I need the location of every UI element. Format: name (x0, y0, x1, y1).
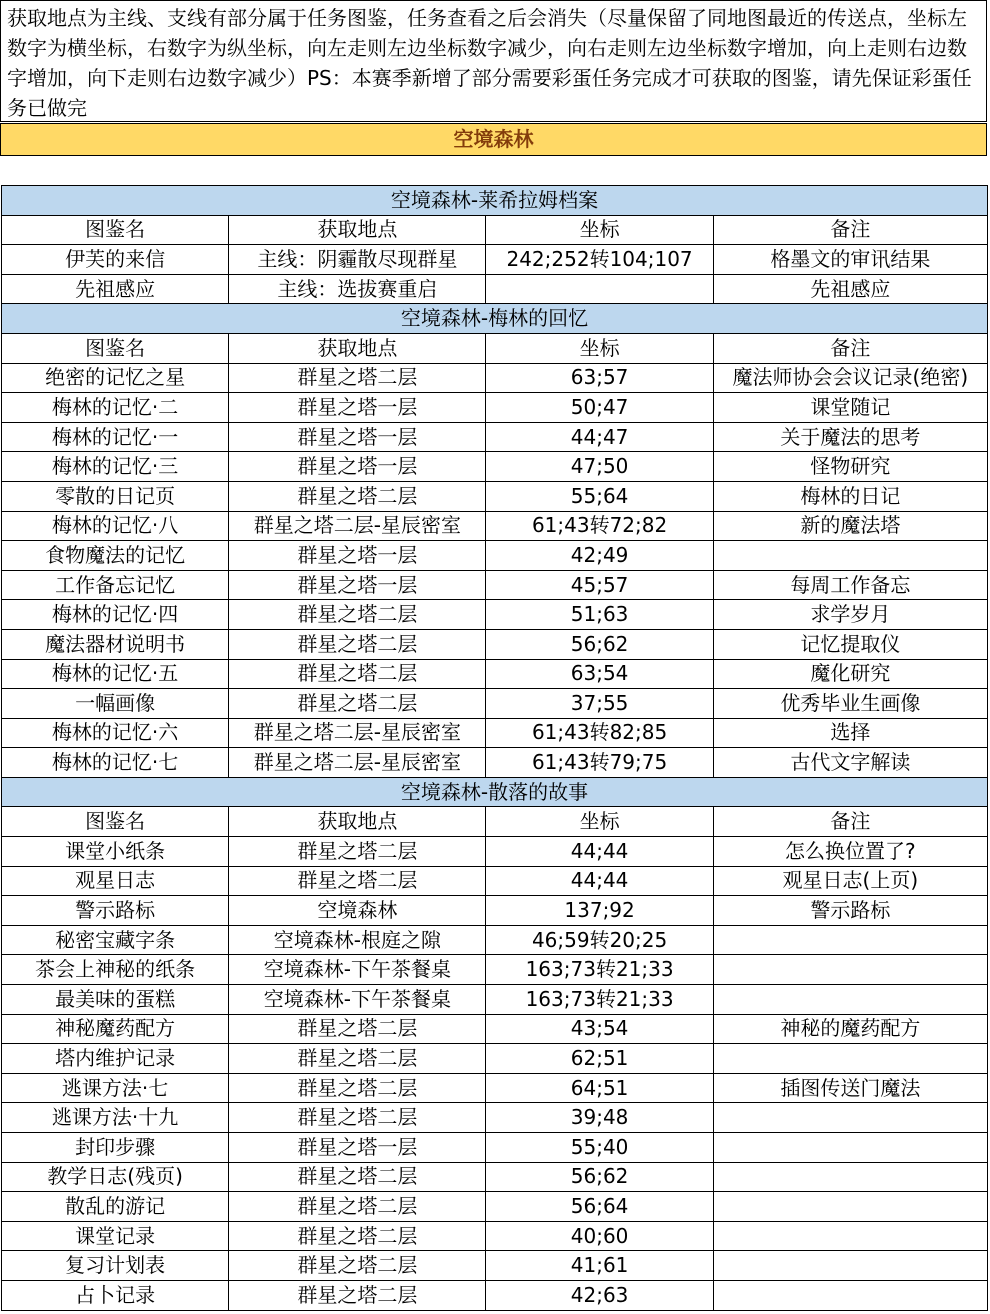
column-header: 备注 (713, 807, 987, 837)
location-cell: 群星之塔二层-星辰密室 (229, 718, 486, 748)
table-row (2, 481, 988, 511)
coordinate-cell: 41;61 (486, 1251, 713, 1281)
coordinate-cell: 42;63 (486, 1280, 713, 1310)
remark-cell (713, 1280, 987, 1310)
table-row (2, 1162, 988, 1192)
column-header: 获取地点 (229, 333, 486, 363)
column-header: 备注 (713, 333, 987, 363)
codex-name-cell: 封印步骤 (2, 1133, 229, 1163)
coordinate-cell: 47;50 (486, 452, 713, 482)
location-cell: 群星之塔一层 (229, 541, 486, 571)
coordinate-cell: 44;47 (486, 422, 713, 452)
location-cell: 群星之塔二层 (229, 1162, 486, 1192)
intro-note: 获取地点为主线、支线有部分属于任务图鉴，任务查看之后会消失（尽量保留了同地图最近的传送点，坐标左数字为横坐标，右数字为纵坐标，向左走则左边坐标数字减少，向右走则左边坐标数字增加，向上走则右边数字增加，向下走则右边数字减少）PS：本赛季新增了部分需要彩蛋任务完成才可获取的图鉴，请先保证彩蛋任务已做完 (0, 0, 987, 122)
coordinate-cell: 50;47 (486, 393, 713, 423)
section-title: 空境森林-莱希拉姆档案 (2, 186, 988, 216)
table-row (2, 718, 988, 748)
remark-cell (713, 1192, 987, 1222)
table-row (2, 600, 988, 630)
codex-name-cell: 茶会上神秘的纸条 (2, 955, 229, 985)
coordinate-cell: 44;44 (486, 866, 713, 896)
codex-table-body (2, 186, 988, 1311)
header-row (2, 215, 988, 245)
table-row (2, 1044, 988, 1074)
table-row (2, 1221, 988, 1251)
table-row (2, 866, 988, 896)
remark-cell: 插图传送门魔法 (713, 1073, 987, 1103)
codex-name-cell: 食物魔法的记忆 (2, 541, 229, 571)
column-header: 备注 (713, 215, 987, 245)
table-row (2, 955, 988, 985)
location-cell: 群星之塔二层 (229, 689, 486, 719)
codex-name-cell: 魔法器材说明书 (2, 629, 229, 659)
table-row (2, 422, 988, 452)
location-cell: 群星之塔一层 (229, 570, 486, 600)
codex-name-cell: 最美味的蛋糕 (2, 985, 229, 1015)
section-row (2, 186, 988, 216)
remark-cell: 梅林的日记 (713, 481, 987, 511)
codex-name-cell: 课堂记录 (2, 1221, 229, 1251)
location-cell: 群星之塔二层-星辰密室 (229, 748, 486, 778)
column-header: 坐标 (486, 807, 713, 837)
codex-table (1, 185, 988, 1311)
location-cell: 群星之塔二层 (229, 600, 486, 630)
location-cell: 群星之塔一层 (229, 452, 486, 482)
section-row (2, 777, 988, 807)
codex-name-cell: 课堂小纸条 (2, 837, 229, 867)
location-cell: 空境森林-下午茶餐桌 (229, 955, 486, 985)
location-cell: 群星之塔二层 (229, 1044, 486, 1074)
remark-cell: 记忆提取仪 (713, 629, 987, 659)
location-cell: 空境森林 (229, 896, 486, 926)
coordinate-cell: 61;43转79;75 (486, 748, 713, 778)
remark-cell (713, 1044, 987, 1074)
location-cell: 群星之塔二层 (229, 1014, 486, 1044)
region-title: 空境森林 (0, 123, 987, 156)
table-row (2, 1073, 988, 1103)
remark-cell (713, 1251, 987, 1281)
table-row (2, 274, 988, 304)
table-row (2, 1014, 988, 1044)
remark-cell: 优秀毕业生画像 (713, 689, 987, 719)
codex-name-cell: 梅林的记忆·八 (2, 511, 229, 541)
coordinate-cell: 163;73转21;33 (486, 955, 713, 985)
location-cell: 空境森林-根庭之隙 (229, 925, 486, 955)
location-cell: 群星之塔二层 (229, 1103, 486, 1133)
remark-cell (713, 955, 987, 985)
table-row (2, 1133, 988, 1163)
codex-name-cell: 秘密宝藏字条 (2, 925, 229, 955)
codex-name-cell: 逃课方法·七 (2, 1073, 229, 1103)
coordinate-cell: 56;62 (486, 1162, 713, 1192)
coordinate-cell: 56;64 (486, 1192, 713, 1222)
codex-name-cell: 工作备忘记忆 (2, 570, 229, 600)
location-cell: 群星之塔二层 (229, 481, 486, 511)
header-row (2, 333, 988, 363)
remark-cell: 怪物研究 (713, 452, 987, 482)
codex-name-cell: 梅林的记忆·七 (2, 748, 229, 778)
coordinate-cell: 137;92 (486, 896, 713, 926)
codex-name-cell: 占卜记录 (2, 1280, 229, 1310)
column-header: 获取地点 (229, 807, 486, 837)
table-row (2, 1192, 988, 1222)
remark-cell: 每周工作备忘 (713, 570, 987, 600)
remark-cell (713, 925, 987, 955)
coordinate-cell: 51;63 (486, 600, 713, 630)
location-cell: 群星之塔二层 (229, 1251, 486, 1281)
remark-cell: 古代文字解读 (713, 748, 987, 778)
codex-name-cell: 教学日志(残页) (2, 1162, 229, 1192)
column-header: 图鉴名 (2, 807, 229, 837)
column-header: 图鉴名 (2, 333, 229, 363)
table-row (2, 570, 988, 600)
column-header: 获取地点 (229, 215, 486, 245)
location-cell: 主线：阴霾散尽现群星 (229, 245, 486, 275)
column-header: 坐标 (486, 333, 713, 363)
codex-name-cell: 逃课方法·十九 (2, 1103, 229, 1133)
table-row (2, 541, 988, 571)
remark-cell (713, 541, 987, 571)
table-row (2, 393, 988, 423)
table-row (2, 363, 988, 393)
table-row (2, 689, 988, 719)
column-header: 图鉴名 (2, 215, 229, 245)
location-cell: 群星之塔二层-星辰密室 (229, 511, 486, 541)
codex-name-cell: 零散的日记页 (2, 481, 229, 511)
table-row (2, 1280, 988, 1310)
table-row (2, 896, 988, 926)
codex-name-cell: 神秘魔药配方 (2, 1014, 229, 1044)
coordinate-cell: 61;43转72;82 (486, 511, 713, 541)
coordinate-cell: 163;73转21;33 (486, 985, 713, 1015)
remark-cell (713, 1221, 987, 1251)
location-cell: 空境森林-下午茶餐桌 (229, 985, 486, 1015)
remark-cell: 求学岁月 (713, 600, 987, 630)
table-row (2, 985, 988, 1015)
coordinate-cell: 64;51 (486, 1073, 713, 1103)
codex-name-cell: 梅林的记忆·三 (2, 452, 229, 482)
coordinate-cell: 44;44 (486, 837, 713, 867)
remark-cell: 魔法师协会会议记录(绝密) (713, 363, 987, 393)
codex-name-cell: 梅林的记忆·五 (2, 659, 229, 689)
codex-name-cell: 散乱的游记 (2, 1192, 229, 1222)
location-cell: 群星之塔一层 (229, 1133, 486, 1163)
table-row (2, 245, 988, 275)
location-cell: 群星之塔二层 (229, 1073, 486, 1103)
remark-cell: 魔化研究 (713, 659, 987, 689)
remark-cell: 怎么换位置了? (713, 837, 987, 867)
remark-cell: 选择 (713, 718, 987, 748)
column-header: 坐标 (486, 215, 713, 245)
table-row (2, 1251, 988, 1281)
codex-name-cell: 塔内维护记录 (2, 1044, 229, 1074)
location-cell: 主线：选拔赛重启 (229, 274, 486, 304)
location-cell: 群星之塔二层 (229, 866, 486, 896)
codex-name-cell: 梅林的记忆·四 (2, 600, 229, 630)
location-cell: 群星之塔二层 (229, 629, 486, 659)
table-row (2, 659, 988, 689)
location-cell: 群星之塔二层 (229, 837, 486, 867)
remark-cell: 新的魔法塔 (713, 511, 987, 541)
location-cell: 群星之塔二层 (229, 1192, 486, 1222)
codex-name-cell: 梅林的记忆·六 (2, 718, 229, 748)
coordinate-cell: 63;57 (486, 363, 713, 393)
remark-cell (713, 1162, 987, 1192)
codex-name-cell: 绝密的记忆之星 (2, 363, 229, 393)
header-row (2, 807, 988, 837)
remark-cell (713, 1103, 987, 1133)
coordinate-cell: 39;48 (486, 1103, 713, 1133)
table-row (2, 837, 988, 867)
section-row (2, 304, 988, 334)
remark-cell (713, 985, 987, 1015)
location-cell: 群星之塔二层 (229, 659, 486, 689)
coordinate-cell: 42;49 (486, 541, 713, 571)
coordinate-cell: 62;51 (486, 1044, 713, 1074)
coordinate-cell: 242;252转104;107 (486, 245, 713, 275)
coordinate-cell: 55;64 (486, 481, 713, 511)
coordinate-cell (486, 274, 713, 304)
remark-cell: 先祖感应 (713, 274, 987, 304)
codex-name-cell: 伊芙的来信 (2, 245, 229, 275)
codex-name-cell: 梅林的记忆·二 (2, 393, 229, 423)
remark-cell: 关于魔法的思考 (713, 422, 987, 452)
codex-name-cell: 警示路标 (2, 896, 229, 926)
coordinate-cell: 40;60 (486, 1221, 713, 1251)
remark-cell: 神秘的魔药配方 (713, 1014, 987, 1044)
codex-name-cell: 先祖感应 (2, 274, 229, 304)
location-cell: 群星之塔一层 (229, 393, 486, 423)
coordinate-cell: 46;59转20;25 (486, 925, 713, 955)
coordinate-cell: 37;55 (486, 689, 713, 719)
remark-cell: 课堂随记 (713, 393, 987, 423)
coordinate-cell: 55;40 (486, 1133, 713, 1163)
coordinate-cell: 56;62 (486, 629, 713, 659)
codex-name-cell: 梅林的记忆·一 (2, 422, 229, 452)
coordinate-cell: 63;54 (486, 659, 713, 689)
remark-cell: 观星日志(上页) (713, 866, 987, 896)
table-row (2, 748, 988, 778)
location-cell: 群星之塔二层 (229, 1280, 486, 1310)
section-title: 空境森林-梅林的回忆 (2, 304, 988, 334)
codex-name-cell: 一幅画像 (2, 689, 229, 719)
table-row (2, 629, 988, 659)
codex-name-cell: 复习计划表 (2, 1251, 229, 1281)
coordinate-cell: 61;43转82;85 (486, 718, 713, 748)
location-cell: 群星之塔一层 (229, 422, 486, 452)
codex-name-cell: 观星日志 (2, 866, 229, 896)
table-row (2, 1103, 988, 1133)
table-row (2, 452, 988, 482)
table-row (2, 511, 988, 541)
location-cell: 群星之塔二层 (229, 1221, 486, 1251)
remark-cell: 警示路标 (713, 896, 987, 926)
location-cell: 群星之塔二层 (229, 363, 486, 393)
section-title: 空境森林-散落的故事 (2, 777, 988, 807)
coordinate-cell: 43;54 (486, 1014, 713, 1044)
coordinate-cell: 45;57 (486, 570, 713, 600)
remark-cell (713, 1133, 987, 1163)
remark-cell: 格墨文的审讯结果 (713, 245, 987, 275)
table-row (2, 925, 988, 955)
